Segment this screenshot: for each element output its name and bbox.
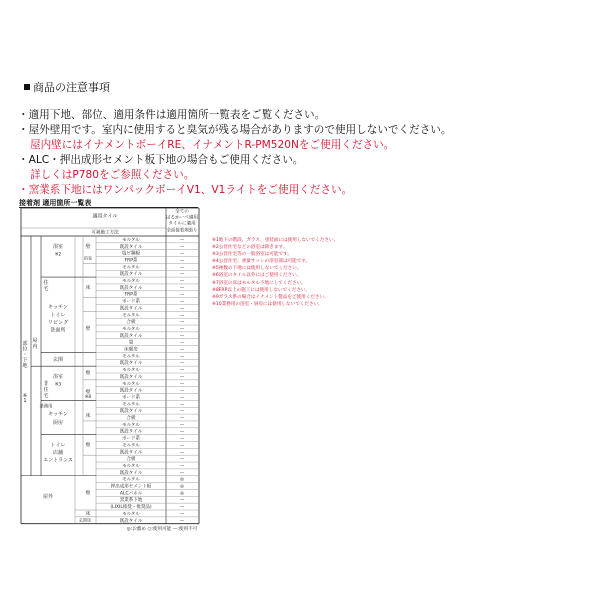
mark-cell: —: [179, 313, 185, 319]
label-kitchen1-b: トイレ: [50, 312, 66, 319]
label-kitchen1-d: 洗面所: [50, 327, 66, 334]
header-tile: 適用タイル: [92, 213, 118, 220]
header-method: 可剥施工方法: [91, 230, 119, 236]
note-line: 詳しくはP780をご参照ください。: [30, 169, 195, 181]
label-yokushitsu2-note: ※3: [54, 382, 62, 388]
header-col-bottom: 全面接着剤張り: [166, 228, 198, 234]
mark-cell: ◎: [180, 484, 184, 490]
mark-cell: —: [179, 457, 185, 463]
base-cell: 既設タイル: [119, 429, 143, 435]
mark-cell: ◎: [180, 491, 184, 497]
header-col-mid1: はるかーべ適用: [165, 215, 199, 221]
base-cell: モルタル: [122, 265, 140, 271]
footnote-line: ※3公営住宅等の一般浴室は可能です。: [212, 252, 292, 258]
base-cell: 窯業系下地: [119, 498, 143, 504]
label-yokushitsu1-note: ※2: [54, 252, 62, 258]
mark-cell: ◎: [180, 477, 184, 483]
footnote-line: ※2公営住宅などの浴室は除きます。: [212, 245, 288, 251]
label-kitchen2-a: キッチン: [48, 411, 68, 418]
base-cell: 既設タイル: [119, 306, 143, 312]
table-footnotes: [212, 237, 492, 308]
label-wallfloor: 壁: [85, 243, 91, 250]
base-cell: 既設タイル: [119, 361, 143, 367]
mark-cell: —: [179, 320, 185, 326]
label-wallfloor: 床: [85, 412, 91, 419]
mark-cell: —: [179, 299, 185, 305]
label-wallfloor: 壁: [85, 370, 91, 377]
mark-cell: —: [179, 354, 185, 360]
mark-cell: —: [179, 443, 185, 449]
mark-cell: —: [179, 436, 185, 442]
label-gyomuyou: 業務用: [39, 404, 53, 410]
base-cell: モルタル: [122, 402, 140, 408]
base-cell: 合板: [126, 320, 136, 326]
table-title: 接着剤 適用箇所一覧表: [19, 199, 92, 207]
table-legend: ◎:お薦め ○:使用可能 —:使用不可: [126, 527, 198, 533]
mark-cell: —: [179, 285, 185, 291]
base-cell: 床暖房: [124, 347, 138, 353]
label-ext-floor: 床: [85, 510, 91, 517]
label-ext-wall: 壁: [85, 490, 91, 497]
mark-cell: —: [179, 333, 185, 339]
base-cell: FRP系: [124, 258, 138, 264]
base-cell: 合板: [126, 457, 136, 463]
label-kitchen2-b: 厨房: [52, 419, 64, 426]
footnote-line: ※6浴室のタイル以外にはご使用ください。: [212, 273, 302, 279]
label-wallfloor: 壁: [85, 389, 91, 396]
label-toilet-c: エントランス: [43, 457, 73, 464]
base-cell: 畳: [128, 340, 134, 346]
base-cell: モルタル: [122, 313, 140, 319]
mark-cell: —: [179, 463, 185, 469]
base-cell: モルタル: [122, 354, 140, 360]
mark-cell: —: [179, 374, 185, 380]
base-cell: 既設タイル: [119, 388, 143, 394]
label-toilet-b: 店舗: [52, 449, 64, 456]
mark-cell: —: [179, 326, 185, 332]
base-cell: モルタル: [122, 511, 140, 517]
base-cell: ボード系: [122, 299, 140, 305]
base-cell: 既設タイル: [119, 285, 143, 291]
label-jutaku: 住宅: [43, 280, 49, 292]
base-cell: ALCパネル: [119, 491, 143, 497]
label-yokushitsu2: 浴室: [52, 373, 64, 380]
mark-cell: —: [179, 244, 185, 250]
label-note1: ※ 1: [22, 393, 28, 404]
base-cell: モルタル: [122, 443, 140, 449]
mark-cell: —: [179, 416, 185, 422]
mark-cell: —: [179, 306, 185, 312]
mark-cell: —: [179, 498, 185, 504]
label-wallfloor: 床: [85, 284, 91, 291]
note-line: ・ALC・押出成形セメント板下地の場合もご使用ください。: [18, 154, 304, 166]
base-cell: 既設タイル: [119, 518, 143, 524]
mark-cell: —: [179, 470, 185, 476]
mark-cell: —: [179, 340, 185, 346]
label-kitchen1-c: リビング: [48, 319, 68, 326]
mark-cell: —: [179, 272, 185, 278]
base-cell: 合板: [126, 416, 136, 422]
label-wallfloor: 壁: [85, 325, 91, 332]
base-cell: 既設タイル: [119, 272, 143, 278]
label-hijutaku: 非住宅: [43, 381, 49, 399]
mark-cell: —: [179, 402, 185, 408]
base-cell: 既設タイル: [119, 333, 143, 339]
label-buii: 部位・下地: [22, 341, 28, 369]
note-line: ・屋外壁用です。室内に使用すると臭気が残る場合がありますので使用しないでください。: [18, 124, 452, 136]
base-cell: モルタル: [122, 326, 140, 332]
base-cell: モルタル: [122, 237, 140, 243]
mark-cell: —: [179, 292, 185, 298]
label-wallfloor: 壁: [85, 442, 91, 449]
base-cell: 塩ビ鋼板: [122, 251, 140, 257]
footnote-line: ※10業務用の浴室・厨房には使用しないでください。: [212, 301, 323, 307]
base-cell: 既設タイル: [119, 409, 143, 415]
header-col-mid2: タイルに適用: [168, 221, 196, 227]
label-okunai: 屋内: [32, 338, 38, 350]
mark-cell: —: [179, 518, 185, 524]
footnote-line: ※8FRP以上の施工には使用しないでください。: [212, 287, 311, 293]
mark-cell: —: [179, 368, 185, 374]
base-cell: ボード系: [122, 395, 140, 401]
label-ext-genkan: 玄関床: [79, 517, 91, 523]
base-cell: モルタル: [122, 422, 140, 428]
base-cell: モルタル: [122, 368, 140, 374]
base-cell: 既設タイル: [119, 244, 143, 250]
label-bath-sub: 浴室: [83, 255, 93, 261]
mark-cell: —: [179, 347, 185, 353]
section-heading-text: 商品の注意事項: [33, 81, 110, 94]
note-line: 屋内壁にはイナメントボーイRE、イナメントR-PM520Nをご使用ください。: [30, 139, 395, 151]
base-cell: FRP系: [124, 292, 138, 298]
mark-cell: —: [179, 237, 185, 243]
note-line: ・適用下地、部位、適用条件は適用箇所一覧表をご覧ください。: [18, 109, 326, 121]
base-cell: 既設タイル: [119, 470, 143, 476]
label-kitchen-note: ※8: [84, 393, 92, 399]
mark-cell: —: [179, 429, 185, 435]
mark-cell: —: [179, 279, 185, 285]
label-yokushitsu1: 浴室: [52, 243, 64, 250]
base-cell: モルタル: [122, 279, 140, 285]
footnote-line: ※7浴室の床はモルタル下地にしてください。: [212, 280, 306, 286]
mark-cell: —: [179, 258, 185, 264]
footnote-line: ※4公営住宅、重量サッシの浴室部は可能です。: [212, 259, 311, 265]
mark-cell: —: [179, 450, 185, 456]
mark-cell: —: [179, 361, 185, 367]
label-genkan1: 玄関: [52, 356, 64, 363]
note-line: ・窯業系下地にはワンパックボーイV1、V1ライトをご使用ください。: [18, 184, 353, 196]
mark-cell: —: [179, 388, 185, 394]
base-cell: 押出成形セメント板: [110, 484, 152, 490]
label-toilet-a: トイレ: [50, 442, 66, 449]
base-cell: (LIXIL推奨・推奨品): [110, 505, 152, 511]
mark-cell: —: [179, 265, 185, 271]
base-cell: モルタル: [122, 381, 140, 387]
mark-cell: —: [179, 251, 185, 257]
mark-cell: —: [179, 381, 185, 387]
label-okugai: 屋外: [42, 493, 54, 500]
base-cell: 既設タイル: [119, 450, 143, 456]
footnote-line: ※5複数の下地には使用しないでください。: [212, 266, 302, 272]
footnote-line: ※9ガラス系の場合はイナメント製品をご使用ください。: [212, 294, 329, 300]
header-col-top: 全ての: [175, 209, 189, 215]
label-kitchen1-a: キッチン: [48, 304, 68, 311]
mark-cell: —: [179, 422, 185, 428]
mark-cell: —: [179, 409, 185, 415]
mark-cell: —: [179, 395, 185, 401]
base-cell: モルタル: [122, 477, 140, 483]
mark-cell: —: [179, 505, 185, 511]
base-cell: 既設タイル: [119, 374, 143, 380]
mark-cell: —: [179, 511, 185, 517]
footnote-line: ※1地下の階段、ガラス、塗装面には使用しないでください。: [212, 238, 339, 243]
base-cell: ボード系: [122, 436, 140, 442]
base-cell: モルタル: [122, 463, 140, 469]
